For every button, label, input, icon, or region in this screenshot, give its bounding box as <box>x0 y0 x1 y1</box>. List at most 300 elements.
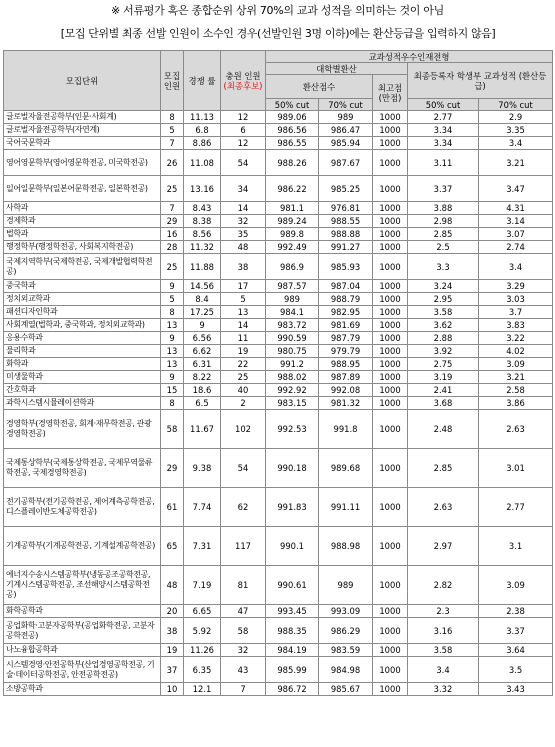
cell-grade-cut50: 3.92 <box>408 345 479 358</box>
cell-competition: 11.88 <box>184 254 221 280</box>
cell-unit-name: 국제통상학부(국제통상학전공, 국제무역물류학전공, 국제경영학전공) <box>4 449 161 488</box>
cell-grade-cut70: 3.09 <box>479 358 553 371</box>
cell-grade-cut50: 3.11 <box>408 150 479 176</box>
table-row <box>4 358 553 371</box>
cell-unit-name: 시스템경영·안전공학부(산업경영공학전공, 기술·데이터공학전공, 안전공학전공) <box>4 657 161 683</box>
cell-grade-cut50: 2.48 <box>408 410 479 449</box>
cell-score-cut70: 985.67 <box>319 683 373 696</box>
cell-grade-cut50: 2.85 <box>408 449 479 488</box>
cell-grade-cut50: 2.77 <box>408 111 479 124</box>
table-row <box>4 371 553 384</box>
table-row <box>4 488 553 527</box>
cell-quota: 38 <box>161 618 184 644</box>
cell-score-cut70: 993.09 <box>319 605 373 618</box>
cell-grade-cut70: 2.9 <box>479 111 553 124</box>
cell-score-cut70: 986.29 <box>319 618 373 644</box>
cell-unit-name: 패션디자인학과 <box>4 306 161 319</box>
table-row <box>4 566 553 605</box>
cell-filled: 19 <box>221 345 266 358</box>
cell-filled: 38 <box>221 254 266 280</box>
cell-max-score: 1000 <box>373 527 408 566</box>
cell-competition: 8.43 <box>184 202 221 215</box>
cell-score-cut70: 988.55 <box>319 215 373 228</box>
cell-score-cut70: 981.32 <box>319 397 373 410</box>
cell-unit-name: 일어일문학부(일본어문학전공, 일본학전공) <box>4 176 161 202</box>
table-row <box>4 306 553 319</box>
cell-score-cut70: 985.94 <box>319 137 373 150</box>
cell-score-cut50: 988.26 <box>266 150 319 176</box>
cell-max-score: 1000 <box>373 384 408 397</box>
header-score-cut50: 50% cut <box>266 99 319 111</box>
cell-grade-cut70: 3.14 <box>479 215 553 228</box>
cell-score-cut50: 989.06 <box>266 111 319 124</box>
cell-competition: 6.5 <box>184 397 221 410</box>
cell-unit-name: 과학시스템시뮬레이션학과 <box>4 397 161 410</box>
cell-grade-cut50: 3.19 <box>408 371 479 384</box>
table-row <box>4 254 553 280</box>
cell-filled: 102 <box>221 410 266 449</box>
cell-filled: 25 <box>221 371 266 384</box>
cell-unit-name: 경제학과 <box>4 215 161 228</box>
header-max-score: 최고점 (만점) <box>373 75 408 111</box>
cell-score-cut70: 979.79 <box>319 345 373 358</box>
cell-unit-name: 나노융합공학과 <box>4 644 161 657</box>
table-row <box>4 111 553 124</box>
cell-max-score: 1000 <box>373 280 408 293</box>
cell-max-score: 1000 <box>373 449 408 488</box>
cell-score-cut70: 988.98 <box>319 527 373 566</box>
cell-score-cut70: 991.8 <box>319 410 373 449</box>
cell-score-cut70: 991.11 <box>319 488 373 527</box>
header-group: 교과성적우수인재전형 <box>266 51 553 63</box>
cell-competition: 5.92 <box>184 618 221 644</box>
cell-grade-cut50: 3.4 <box>408 657 479 683</box>
table-row <box>4 228 553 241</box>
cell-grade-cut70: 3.4 <box>479 137 553 150</box>
cell-score-cut50: 981.1 <box>266 202 319 215</box>
cell-score-cut50: 983.72 <box>266 319 319 332</box>
cell-max-score: 1000 <box>373 345 408 358</box>
cell-grade-cut70: 3.47 <box>479 176 553 202</box>
cell-grade-cut70: 2.63 <box>479 410 553 449</box>
cell-score-cut70: 987.67 <box>319 150 373 176</box>
cell-score-cut50: 986.22 <box>266 176 319 202</box>
table-row <box>4 527 553 566</box>
header-filled-note: (최종후보) <box>223 80 263 91</box>
cell-competition: 17.25 <box>184 306 221 319</box>
cell-competition: 11.32 <box>184 241 221 254</box>
cell-score-cut50: 984.19 <box>266 644 319 657</box>
cell-filled: 48 <box>221 241 266 254</box>
cell-quota: 8 <box>161 306 184 319</box>
cell-unit-name: 행정학부(행정학전공, 사회복지학전공) <box>4 241 161 254</box>
cell-max-score: 1000 <box>373 618 408 644</box>
cell-score-cut70: 992.08 <box>319 384 373 397</box>
table-row <box>4 241 553 254</box>
cell-score-cut70: 985.25 <box>319 176 373 202</box>
table-caption: [모집 단위별 최종 선발 인원이 소수인 경우(선발인원 3명 이하)에는 환산등급을 입력하지 않음] <box>60 27 496 40</box>
cell-grade-cut50: 2.98 <box>408 215 479 228</box>
cell-competition: 7.19 <box>184 566 221 605</box>
cell-score-cut70: 984.98 <box>319 657 373 683</box>
cell-max-score: 1000 <box>373 111 408 124</box>
cell-score-cut50: 986.72 <box>266 683 319 696</box>
header-quota: 모집 인원 <box>161 51 184 111</box>
cell-filled: 34 <box>221 176 266 202</box>
cell-grade-cut70: 3.4 <box>479 254 553 280</box>
header-grade-cut70: 70% cut <box>479 99 553 111</box>
cell-quota: 29 <box>161 215 184 228</box>
cell-grade-cut70: 3.86 <box>479 397 553 410</box>
cell-grade-cut50: 2.97 <box>408 527 479 566</box>
table-row <box>4 319 553 332</box>
cell-unit-name: 경영학부(경영학전공, 회계·재무학전공, 관광경영학전공) <box>4 410 161 449</box>
cell-filled: 6 <box>221 124 266 137</box>
cell-grade-cut50: 3.68 <box>408 397 479 410</box>
cell-score-cut70: 981.69 <box>319 319 373 332</box>
cell-competition: 8.56 <box>184 228 221 241</box>
cell-unit-name: 물리학과 <box>4 345 161 358</box>
cell-grade-cut70: 3.1 <box>479 527 553 566</box>
cell-unit-name: 중국학과 <box>4 280 161 293</box>
cell-competition: 6.65 <box>184 605 221 618</box>
cell-quota: 65 <box>161 527 184 566</box>
cell-quota: 29 <box>161 449 184 488</box>
table-row <box>4 332 553 345</box>
cell-score-cut50: 993.45 <box>266 605 319 618</box>
cell-grade-cut50: 3.3 <box>408 254 479 280</box>
cell-max-score: 1000 <box>373 150 408 176</box>
cell-score-cut50: 980.75 <box>266 345 319 358</box>
cell-competition: 6.8 <box>184 124 221 137</box>
cell-competition: 12.1 <box>184 683 221 696</box>
cell-competition: 11.08 <box>184 150 221 176</box>
cell-grade-cut70: 2.58 <box>479 384 553 397</box>
cell-score-cut70: 985.93 <box>319 254 373 280</box>
cell-competition: 11.13 <box>184 111 221 124</box>
cell-score-cut50: 992.92 <box>266 384 319 397</box>
cell-score-cut50: 984.1 <box>266 306 319 319</box>
cell-competition: 8.86 <box>184 137 221 150</box>
cell-filled: 40 <box>221 384 266 397</box>
cell-filled: 17 <box>221 280 266 293</box>
cell-competition: 14.56 <box>184 280 221 293</box>
cell-competition: 18.6 <box>184 384 221 397</box>
cell-grade-cut50: 3.37 <box>408 176 479 202</box>
cell-grade-cut70: 3.21 <box>479 150 553 176</box>
cell-unit-name: 국어국문학과 <box>4 137 161 150</box>
cell-score-cut50: 991.2 <box>266 358 319 371</box>
cell-score-cut50: 990.59 <box>266 332 319 345</box>
cell-filled: 22 <box>221 358 266 371</box>
table-row <box>4 618 553 644</box>
cell-quota: 16 <box>161 228 184 241</box>
cell-competition: 6.56 <box>184 332 221 345</box>
cell-grade-cut70: 2.38 <box>479 605 553 618</box>
cell-quota: 26 <box>161 150 184 176</box>
table-body <box>4 111 553 696</box>
header-final-registrants: 최종등록자 학생부 교과성적 (환산등급) <box>408 63 553 99</box>
table-row <box>4 345 553 358</box>
table-row <box>4 384 553 397</box>
cell-score-cut50: 992.53 <box>266 410 319 449</box>
cell-quota: 61 <box>161 488 184 527</box>
table-row <box>4 449 553 488</box>
cell-filled: 47 <box>221 605 266 618</box>
cell-filled: 62 <box>221 488 266 527</box>
cell-grade-cut50: 2.75 <box>408 358 479 371</box>
cell-filled: 14 <box>221 202 266 215</box>
header-unit: 모집단위 <box>4 51 161 111</box>
footnote: ※ 서류평가 혹은 종합순위 상위 70%의 교과 성적을 의미하는 것이 아님 <box>111 4 444 17</box>
cell-max-score: 1000 <box>373 241 408 254</box>
cell-quota: 25 <box>161 176 184 202</box>
cell-quota: 28 <box>161 241 184 254</box>
cell-grade-cut70: 3.64 <box>479 644 553 657</box>
table-row <box>4 280 553 293</box>
cell-unit-name: 정치외교학과 <box>4 293 161 306</box>
cell-max-score: 1000 <box>373 293 408 306</box>
cell-quota: 13 <box>161 319 184 332</box>
cell-max-score: 1000 <box>373 254 408 280</box>
cell-grade-cut50: 2.85 <box>408 228 479 241</box>
cell-quota: 25 <box>161 254 184 280</box>
header-competition: 경쟁 률 <box>184 51 221 111</box>
cell-max-score: 1000 <box>373 605 408 618</box>
cell-score-cut70: 982.95 <box>319 306 373 319</box>
cell-grade-cut50: 3.34 <box>408 124 479 137</box>
table-row <box>4 410 553 449</box>
cell-max-score: 1000 <box>373 397 408 410</box>
cell-score-cut50: 987.57 <box>266 280 319 293</box>
cell-score-cut70: 976.81 <box>319 202 373 215</box>
cell-max-score: 1000 <box>373 410 408 449</box>
cell-unit-name: 응용수학과 <box>4 332 161 345</box>
table-row <box>4 657 553 683</box>
cell-grade-cut50: 2.82 <box>408 566 479 605</box>
cell-grade-cut70: 4.31 <box>479 202 553 215</box>
table-row <box>4 150 553 176</box>
cell-grade-cut50: 2.41 <box>408 384 479 397</box>
cell-score-cut50: 986.9 <box>266 254 319 280</box>
cell-grade-cut50: 3.88 <box>408 202 479 215</box>
cell-competition: 8.38 <box>184 215 221 228</box>
cell-score-cut70: 987.79 <box>319 332 373 345</box>
cell-grade-cut70: 3.29 <box>479 280 553 293</box>
cell-filled: 58 <box>221 618 266 644</box>
cell-quota: 48 <box>161 566 184 605</box>
cell-grade-cut70: 3.37 <box>479 618 553 644</box>
cell-max-score: 1000 <box>373 358 408 371</box>
table-row <box>4 397 553 410</box>
cell-unit-name: 글로벌자율전공학부(자연계) <box>4 124 161 137</box>
cell-max-score: 1000 <box>373 683 408 696</box>
cell-unit-name: 기계공학부(기계공학전공, 기계설계공학전공) <box>4 527 161 566</box>
cell-score-cut50: 983.15 <box>266 397 319 410</box>
header-converted-score: 환산점수 <box>266 75 373 99</box>
cell-unit-name: 영어영문학부(영어영문학전공, 미국학전공) <box>4 150 161 176</box>
cell-score-cut50: 988.02 <box>266 371 319 384</box>
header-score-cut70: 70% cut <box>319 99 373 111</box>
cell-quota: 13 <box>161 358 184 371</box>
cell-quota: 9 <box>161 371 184 384</box>
header-filled-label: 충원 인원 <box>225 70 261 81</box>
cell-unit-name: 화학과 <box>4 358 161 371</box>
cell-grade-cut50: 3.62 <box>408 319 479 332</box>
cell-quota: 9 <box>161 280 184 293</box>
cell-grade-cut70: 3.7 <box>479 306 553 319</box>
cell-quota: 7 <box>161 202 184 215</box>
cell-quota: 19 <box>161 644 184 657</box>
cell-competition: 9 <box>184 319 221 332</box>
table-row <box>4 644 553 657</box>
cell-score-cut50: 986.55 <box>266 137 319 150</box>
cell-grade-cut50: 2.88 <box>408 332 479 345</box>
cell-score-cut50: 992.49 <box>266 241 319 254</box>
cell-filled: 11 <box>221 332 266 345</box>
table-row <box>4 215 553 228</box>
cell-unit-name: 미생물학과 <box>4 371 161 384</box>
cell-filled: 54 <box>221 150 266 176</box>
cell-score-cut50: 990.61 <box>266 566 319 605</box>
cell-score-cut50: 990.18 <box>266 449 319 488</box>
cell-max-score: 1000 <box>373 124 408 137</box>
header-university-conversion: 대학별환산 <box>266 63 408 75</box>
cell-score-cut70: 987.89 <box>319 371 373 384</box>
cell-quota: 20 <box>161 605 184 618</box>
cell-score-cut50: 988.35 <box>266 618 319 644</box>
cell-unit-name: 사학과 <box>4 202 161 215</box>
cell-grade-cut70: 3.01 <box>479 449 553 488</box>
cell-quota: 8 <box>161 397 184 410</box>
cell-max-score: 1000 <box>373 332 408 345</box>
cell-filled: 5 <box>221 293 266 306</box>
cell-unit-name: 국제지역학부(국제학전공, 국제개발협력학전공) <box>4 254 161 280</box>
cell-grade-cut70: 3.83 <box>479 319 553 332</box>
cell-grade-cut50: 3.58 <box>408 644 479 657</box>
table-row <box>4 176 553 202</box>
cell-quota: 9 <box>161 332 184 345</box>
cell-competition: 6.62 <box>184 345 221 358</box>
table-row <box>4 124 553 137</box>
cell-grade-cut70: 4.02 <box>479 345 553 358</box>
cell-competition: 8.22 <box>184 371 221 384</box>
cell-quota: 5 <box>161 293 184 306</box>
cell-score-cut50: 986.56 <box>266 124 319 137</box>
cell-grade-cut70: 3.5 <box>479 657 553 683</box>
cell-filled: 7 <box>221 683 266 696</box>
cell-filled: 14 <box>221 319 266 332</box>
cell-quota: 37 <box>161 657 184 683</box>
cell-competition: 9.38 <box>184 449 221 488</box>
cell-grade-cut70: 3.35 <box>479 124 553 137</box>
cell-score-cut70: 987.04 <box>319 280 373 293</box>
cell-grade-cut50: 3.32 <box>408 683 479 696</box>
cell-filled: 12 <box>221 137 266 150</box>
cell-max-score: 1000 <box>373 306 408 319</box>
cell-quota: 7 <box>161 137 184 150</box>
cell-unit-name: 화학공학과 <box>4 605 161 618</box>
cell-max-score: 1000 <box>373 176 408 202</box>
header-grade-cut50: 50% cut <box>408 99 479 111</box>
cell-unit-name: 글로벌자율전공학부(인문·사회계) <box>4 111 161 124</box>
cell-quota: 8 <box>161 111 184 124</box>
cell-max-score: 1000 <box>373 657 408 683</box>
cell-grade-cut70: 2.74 <box>479 241 553 254</box>
cell-filled: 13 <box>221 306 266 319</box>
cell-unit-name: 간호학과 <box>4 384 161 397</box>
cell-score-cut70: 989 <box>319 111 373 124</box>
cell-filled: 117 <box>221 527 266 566</box>
cell-unit-name: 전기공학부(전기공학전공, 제어계측공학전공, 디스플레이반도체공학전공) <box>4 488 161 527</box>
cell-grade-cut70: 3.22 <box>479 332 553 345</box>
cell-grade-cut70: 3.03 <box>479 293 553 306</box>
cell-unit-name: 소방공학과 <box>4 683 161 696</box>
cell-max-score: 1000 <box>373 137 408 150</box>
admission-results-table <box>3 50 553 696</box>
cell-quota: 13 <box>161 345 184 358</box>
cell-score-cut70: 991.27 <box>319 241 373 254</box>
table-row <box>4 137 553 150</box>
cell-competition: 7.74 <box>184 488 221 527</box>
cell-score-cut50: 985.99 <box>266 657 319 683</box>
table-row <box>4 202 553 215</box>
cell-filled: 2 <box>221 397 266 410</box>
cell-score-cut70: 988.79 <box>319 293 373 306</box>
cell-competition: 8.4 <box>184 293 221 306</box>
cell-max-score: 1000 <box>373 215 408 228</box>
cell-grade-cut50: 3.24 <box>408 280 479 293</box>
cell-unit-name: 공업화학·고분자공학부(공업화학전공, 고분자공학전공) <box>4 618 161 644</box>
cell-unit-name: 법학과 <box>4 228 161 241</box>
cell-quota: 5 <box>161 124 184 137</box>
cell-grade-cut70: 3.07 <box>479 228 553 241</box>
table-row <box>4 605 553 618</box>
cell-score-cut70: 988.95 <box>319 358 373 371</box>
cell-score-cut50: 989.8 <box>266 228 319 241</box>
table-row <box>4 683 553 696</box>
cell-max-score: 1000 <box>373 644 408 657</box>
cell-score-cut70: 983.59 <box>319 644 373 657</box>
cell-grade-cut50: 2.5 <box>408 241 479 254</box>
cell-score-cut50: 989 <box>266 293 319 306</box>
cell-unit-name: 에너지수송시스템공학부(냉동공조공학전공, 기계시스템공학전공, 조선해양시스템공학전공) <box>4 566 161 605</box>
cell-filled: 32 <box>221 215 266 228</box>
table-row <box>4 293 553 306</box>
cell-max-score: 1000 <box>373 371 408 384</box>
cell-competition: 6.35 <box>184 657 221 683</box>
cell-score-cut70: 986.47 <box>319 124 373 137</box>
cell-grade-cut70: 2.77 <box>479 488 553 527</box>
cell-filled: 81 <box>221 566 266 605</box>
cell-grade-cut50: 3.34 <box>408 137 479 150</box>
cell-filled: 54 <box>221 449 266 488</box>
cell-competition: 11.67 <box>184 410 221 449</box>
cell-score-cut50: 989.24 <box>266 215 319 228</box>
cell-max-score: 1000 <box>373 202 408 215</box>
cell-grade-cut50: 3.16 <box>408 618 479 644</box>
cell-competition: 7.31 <box>184 527 221 566</box>
cell-score-cut70: 988.88 <box>319 228 373 241</box>
cell-filled: 35 <box>221 228 266 241</box>
cell-score-cut50: 990.1 <box>266 527 319 566</box>
cell-max-score: 1000 <box>373 566 408 605</box>
cell-competition: 11.26 <box>184 644 221 657</box>
header-filled <box>221 51 266 111</box>
cell-competition: 6.31 <box>184 358 221 371</box>
cell-filled: 43 <box>221 657 266 683</box>
cell-max-score: 1000 <box>373 488 408 527</box>
